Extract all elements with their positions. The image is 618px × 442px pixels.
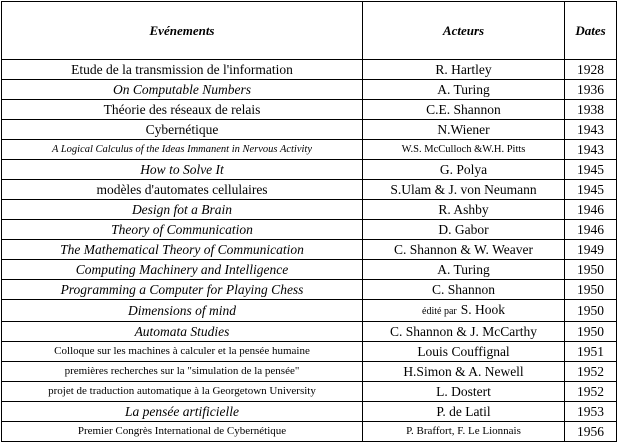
header-row <box>2 2 617 60</box>
date-cell: 1949 <box>565 240 617 260</box>
header-dates: Dates <box>565 2 617 60</box>
actor-cell: H.Simon & A. Newell <box>363 362 565 382</box>
actor-cell: C. Shannon & J. McCarthy <box>363 322 565 342</box>
table-row <box>2 322 617 342</box>
actor-cell: R. Hartley <box>363 60 565 80</box>
event-cell: La pensée artificielle <box>2 402 363 422</box>
date-cell: 1950 <box>565 300 617 322</box>
history-table <box>1 1 617 442</box>
table-row <box>2 100 617 120</box>
table-row <box>2 300 617 322</box>
event-cell: Programming a Computer for Playing Chess <box>2 280 363 300</box>
actor-cell: C. Shannon <box>363 280 565 300</box>
actor-cell: P. Braffort, F. Le Lionnais <box>363 422 565 442</box>
event-cell: premières recherches sur la "simulation de la pensée" <box>2 362 363 382</box>
actor-cell: G. Polya <box>363 160 565 180</box>
date-cell: 1946 <box>565 220 617 240</box>
event-cell: projet de traduction automatique à la Georgetown University <box>2 382 363 402</box>
date-cell: 1952 <box>565 362 617 382</box>
actor-cell: C.E. Shannon <box>363 100 565 120</box>
table-row <box>2 362 617 382</box>
event-cell: Premier Congrès International de Cybernétique <box>2 422 363 442</box>
edited-by-prefix: édité par <box>422 306 457 317</box>
date-cell: 1950 <box>565 322 617 342</box>
actor-cell: C. Shannon & W. Weaver <box>363 240 565 260</box>
table-row <box>2 60 617 80</box>
date-cell: 1936 <box>565 80 617 100</box>
date-cell: 1950 <box>565 260 617 280</box>
event-cell: Colloque sur les machines à calculer et la pensée humaine <box>2 342 363 362</box>
date-cell: 1946 <box>565 200 617 220</box>
event-cell: On Computable Numbers <box>2 80 363 100</box>
table-row <box>2 220 617 240</box>
table-row <box>2 180 617 200</box>
table-row <box>2 160 617 180</box>
date-cell: 1938 <box>565 100 617 120</box>
header-events: Evénements <box>2 2 363 60</box>
header-actors: Acteurs <box>363 2 565 60</box>
event-cell: Cybernétique <box>2 120 363 140</box>
actor-cell: A. Turing <box>363 80 565 100</box>
table-row <box>2 342 617 362</box>
actor-cell: A. Turing <box>363 260 565 280</box>
actor-name: S. Hook <box>460 302 505 317</box>
actor-cell <box>363 300 565 322</box>
table-row <box>2 140 617 160</box>
table-row <box>2 422 617 442</box>
table-row <box>2 80 617 100</box>
table-row <box>2 280 617 300</box>
actor-cell: P. de Latil <box>363 402 565 422</box>
table-row <box>2 402 617 422</box>
table-row <box>2 382 617 402</box>
date-cell: 1956 <box>565 422 617 442</box>
actor-cell: N.Wiener <box>363 120 565 140</box>
event-cell: How to Solve It <box>2 160 363 180</box>
event-cell: Théorie des réseaux de relais <box>2 100 363 120</box>
table-row <box>2 260 617 280</box>
actor-cell: R. Ashby <box>363 200 565 220</box>
date-cell: 1950 <box>565 280 617 300</box>
date-cell: 1943 <box>565 140 617 160</box>
actor-cell: W.S. McCulloch &W.H. Pitts <box>363 140 565 160</box>
table-row <box>2 200 617 220</box>
table-row <box>2 240 617 260</box>
date-cell: 1928 <box>565 60 617 80</box>
actor-cell: Louis Couffignal <box>363 342 565 362</box>
event-cell: Theory of Communication <box>2 220 363 240</box>
table-row <box>2 120 617 140</box>
date-cell: 1951 <box>565 342 617 362</box>
actor-cell: D. Gabor <box>363 220 565 240</box>
actor-cell: L. Dostert <box>363 382 565 402</box>
event-cell: Dimensions of mind <box>2 300 363 322</box>
event-cell: The Mathematical Theory of Communication <box>2 240 363 260</box>
event-cell: modèles d'automates cellulaires <box>2 180 363 200</box>
date-cell: 1952 <box>565 382 617 402</box>
event-cell: Computing Machinery and Intelligence <box>2 260 363 280</box>
event-cell: Design fot a Brain <box>2 200 363 220</box>
date-cell: 1945 <box>565 160 617 180</box>
actor-cell: S.Ulam & J. von Neumann <box>363 180 565 200</box>
event-cell: A Logical Calculus of the Ideas Immanent in Nervous Activity <box>2 140 363 160</box>
date-cell: 1943 <box>565 120 617 140</box>
event-cell: Automata Studies <box>2 322 363 342</box>
event-cell: Etude de la transmission de l'information <box>2 60 363 80</box>
date-cell: 1953 <box>565 402 617 422</box>
date-cell: 1945 <box>565 180 617 200</box>
